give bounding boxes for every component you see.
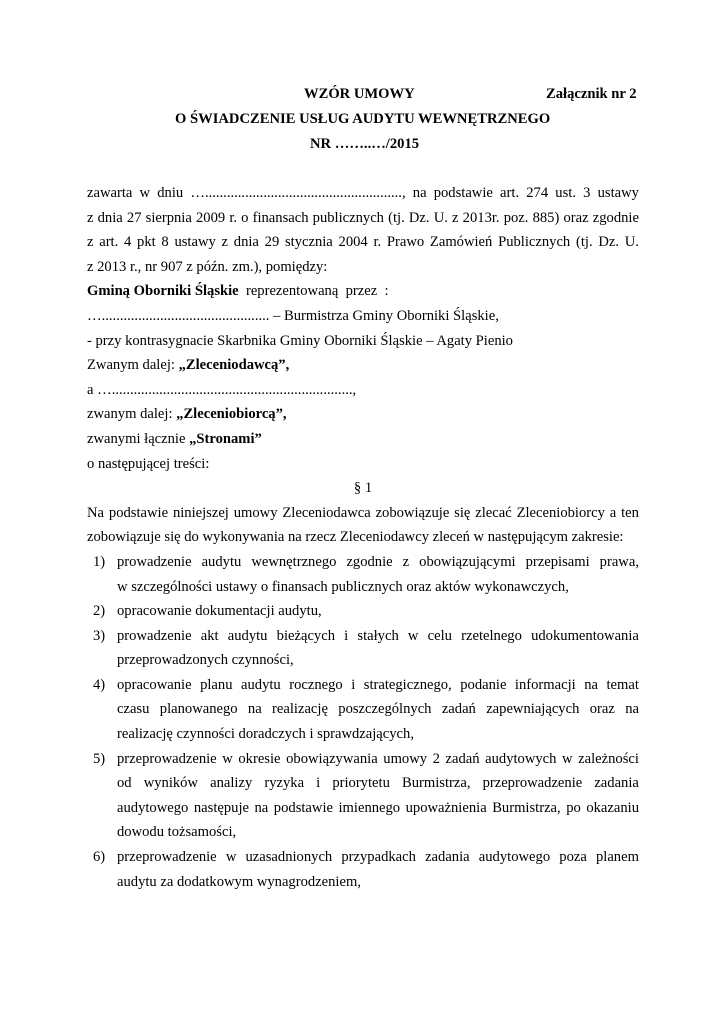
word: sierpnia: [145, 209, 192, 226]
list-item: [87, 673, 639, 747]
word: zadania: [425, 849, 470, 866]
list-item-number: 6): [93, 849, 106, 866]
list-item-number: 1): [93, 553, 106, 570]
word: 2: [432, 750, 440, 767]
word: zgodnie: [346, 553, 393, 570]
list-item-number: 5): [93, 750, 106, 767]
word: zawarta: [87, 185, 133, 201]
word: zobowiązuje: [375, 504, 450, 521]
word: z: [87, 209, 94, 226]
word: niniejszej: [172, 504, 229, 521]
word: z: [452, 209, 459, 226]
word: upoważnienia: [405, 799, 487, 816]
word: podanie: [460, 676, 507, 693]
zleceniobiorca-prefix: zwanym dalej:: [87, 406, 177, 423]
word: dnia: [97, 209, 123, 226]
list-item-line: [117, 747, 639, 772]
word: na: [254, 799, 269, 816]
word: Na: [87, 504, 105, 521]
intro-line-4: z 2013 r., nr 907 z późn. zm.), pomiędzy:: [87, 258, 328, 275]
word: 2013r.: [462, 209, 500, 226]
word: ust.: [555, 185, 576, 201]
attachment-label: Załącznik nr 2: [546, 86, 637, 102]
word: …......................................................,: [190, 185, 406, 201]
list-item-line: [117, 673, 639, 698]
word: przeprowadzenie: [482, 775, 583, 792]
word: publicznych: [312, 209, 384, 226]
word: (tj.: [388, 209, 405, 226]
word: bieżących: [276, 627, 335, 644]
word: poz.: [503, 209, 529, 226]
word: art.: [99, 234, 119, 251]
word: strategicznego,: [363, 676, 452, 693]
word: przypadkach: [341, 849, 416, 866]
word: wyników: [143, 775, 199, 792]
word: się: [454, 504, 471, 521]
word: Zamówień: [429, 234, 493, 251]
word: U.: [433, 209, 448, 226]
word: w: [562, 750, 573, 767]
word: Dz.: [598, 234, 619, 251]
party-zleceniobiorca: [87, 402, 639, 427]
word: okresie: [238, 750, 281, 767]
list-item-number: 2): [93, 603, 106, 620]
list-item-number: 4): [93, 676, 106, 693]
party-gmina-rest: reprezentowaną przez :: [238, 283, 389, 300]
word: 8: [161, 234, 169, 251]
word: art.: [500, 185, 520, 201]
word: zadań: [445, 750, 480, 767]
list-item-line: [117, 796, 639, 821]
word: planem: [595, 849, 639, 866]
list-item: [87, 845, 639, 894]
section-para-line-2: zobowiązuje się do wykonywania na rzecz Zleceniodawcy zleceń w następującym zakresie:: [87, 529, 624, 546]
list-item-line: audytu za dodatkowym wynagrodzeniem,: [117, 873, 361, 890]
word: planu: [200, 676, 233, 693]
parties-jointly: [87, 427, 639, 452]
word: 885): [532, 209, 560, 226]
word: po: [566, 799, 581, 816]
word: 4: [124, 234, 132, 251]
word: i: [344, 627, 349, 644]
word: pkt: [137, 234, 156, 251]
word: zależności: [578, 750, 639, 767]
word: oraz: [563, 209, 589, 226]
list-item-line: [117, 845, 639, 870]
word: a: [609, 504, 617, 521]
list-item-line: [117, 624, 639, 649]
word: podstawie: [108, 504, 169, 521]
word: czasu: [117, 701, 150, 718]
word: prowadzenie: [117, 627, 192, 644]
word: ustawy: [174, 234, 216, 251]
word: 27: [126, 209, 142, 226]
word: temat: [606, 676, 639, 693]
list-item: [87, 747, 639, 845]
word: okazaniu: [586, 799, 639, 816]
word: (tj.: [575, 234, 593, 251]
word: wewnętrznego: [251, 553, 337, 570]
scope-list: [87, 550, 639, 894]
word: na: [584, 676, 598, 693]
word: imiennego: [338, 799, 401, 816]
word: audytowego: [117, 799, 189, 816]
list-item-line: przeprowadzonych czynności,: [117, 652, 294, 669]
word: ustawy: [597, 185, 639, 201]
word: w: [407, 627, 419, 644]
word: 29: [264, 234, 280, 251]
word: zadań: [441, 701, 476, 718]
list-item: [87, 550, 639, 599]
word: stałych: [357, 627, 399, 644]
list-item-line: realizację czynności doradczych i sprawdzających,: [117, 726, 414, 743]
word: Burmistrza,: [401, 775, 471, 792]
contract-number: NR ……..…/2015: [310, 136, 420, 152]
list-item-line: [117, 550, 639, 575]
word: rzetelnego: [461, 627, 522, 644]
word: r.: [373, 234, 382, 251]
word: Burmistrza,: [492, 799, 561, 816]
zleceniodawca-label: „Zleceniodawcą”,: [178, 357, 290, 374]
word: prawa,: [599, 553, 639, 570]
list-item-number: 3): [93, 627, 106, 644]
word: Prawo: [386, 234, 425, 251]
word: obowiązującymi: [419, 553, 516, 570]
intro-line-3: [87, 230, 639, 255]
word: 274: [526, 185, 549, 201]
list-item: [87, 624, 639, 673]
word: przepisami: [525, 553, 590, 570]
word: audytowych: [485, 750, 557, 767]
word: ryzyka: [264, 775, 305, 792]
word: audytowego: [478, 849, 551, 866]
word: audytu: [201, 553, 242, 570]
content-intro: o następującej treści:: [87, 455, 210, 472]
word: audytu: [241, 676, 281, 693]
word: umowy: [383, 750, 428, 767]
list-item-line: [117, 697, 639, 722]
list-item-line: dowodu tożsamości,: [117, 824, 237, 841]
word: poszczególnych: [338, 701, 432, 718]
word: w: [222, 750, 233, 767]
word: dnia: [233, 234, 259, 251]
word: prowadzenie: [117, 553, 192, 570]
jointly-prefix: zwanymi łącznie: [87, 430, 190, 447]
intro-line-1: [87, 181, 639, 206]
word: Publicznych: [498, 234, 571, 251]
word: na: [412, 185, 427, 201]
word: informacji: [514, 676, 576, 693]
word: zadania: [594, 775, 639, 792]
word: i: [316, 775, 321, 792]
word: przeprowadzenie: [117, 750, 217, 767]
document-subtitle: O ŚWIADCZENIE USŁUG AUDYTU WEWNĘTRZNEGO: [175, 111, 551, 127]
word: opracowanie: [117, 676, 192, 693]
word: zapewniających: [486, 701, 580, 718]
word: U.: [624, 234, 639, 251]
word: 3: [583, 185, 591, 201]
word: z: [402, 553, 410, 570]
zleceniobiorca-label: „Zleceniobiorcą”,: [176, 406, 287, 423]
section-para-line-1: [87, 501, 639, 526]
word: w: [225, 849, 237, 866]
word: podstawie: [273, 799, 333, 816]
word: akt: [200, 627, 219, 644]
word: na: [625, 701, 639, 718]
word: podstawie: [433, 185, 493, 201]
section-symbol: § 1: [353, 480, 373, 497]
word: finansach: [252, 209, 309, 226]
document-body: [87, 181, 639, 894]
word: rocznego: [289, 676, 343, 693]
word: 2009: [195, 209, 226, 226]
zleceniodawca-prefix: Zwanym dalej:: [87, 357, 179, 374]
word: zgodnie: [592, 209, 639, 226]
word: oraz: [589, 701, 615, 718]
jointly-label: „Stronami”: [189, 430, 262, 447]
word: udokumentowania: [531, 627, 639, 644]
party-gmina-name: Gminą Oborniki Śląskie: [87, 283, 239, 300]
word: audytu: [227, 627, 268, 644]
word: od: [117, 775, 132, 792]
word: analizy: [210, 775, 253, 792]
list-item: [87, 599, 639, 624]
document-title: WZÓR UMOWY: [304, 86, 415, 102]
word: umowy: [233, 504, 278, 521]
word: poza: [559, 849, 587, 866]
word: zlecać: [475, 504, 512, 521]
list-item-line: opracowanie dokumentacji audytu,: [117, 603, 322, 620]
word: r.: [229, 209, 238, 226]
word: Dz.: [408, 209, 430, 226]
list-item-line: w szczególności ustawy o finansach publicznych oraz aktów wykonawczych,: [117, 578, 569, 595]
word: w: [139, 185, 151, 201]
word: dniu: [157, 185, 184, 201]
party-skarbnik: - przy kontrasygnacie Skarbnika Gminy Oborniki Śląskie – Agaty Pienio: [87, 332, 513, 349]
party-burmistrz: ….............................................. – Burmistrza Gminy Oborniki Śląskie,: [87, 307, 499, 324]
word: i: [351, 676, 356, 693]
word: uzasadnionych: [245, 849, 333, 866]
word: Zleceniobiorcy: [516, 504, 605, 521]
word: planowanego: [159, 701, 238, 718]
word: z: [221, 234, 229, 251]
intro-line-2: [87, 206, 639, 231]
word: przeprowadzenie: [117, 849, 217, 866]
word: 2004: [338, 234, 368, 251]
party-a-line: a …..................................................................,: [87, 381, 357, 398]
party-zleceniodawca: [87, 353, 639, 378]
word: priorytetu: [332, 775, 390, 792]
word: na: [247, 701, 262, 718]
word: celu: [427, 627, 452, 644]
party-gmina: [87, 279, 639, 304]
word: realizację: [272, 701, 328, 718]
list-item-line: [117, 771, 639, 796]
word: obowiązywania: [286, 750, 378, 767]
word: następuje: [193, 799, 249, 816]
word: o: [241, 209, 249, 226]
word: Zleceniodawca: [282, 504, 371, 521]
word: stycznia: [284, 234, 333, 251]
word: z: [87, 234, 94, 251]
word: ten: [621, 504, 639, 521]
